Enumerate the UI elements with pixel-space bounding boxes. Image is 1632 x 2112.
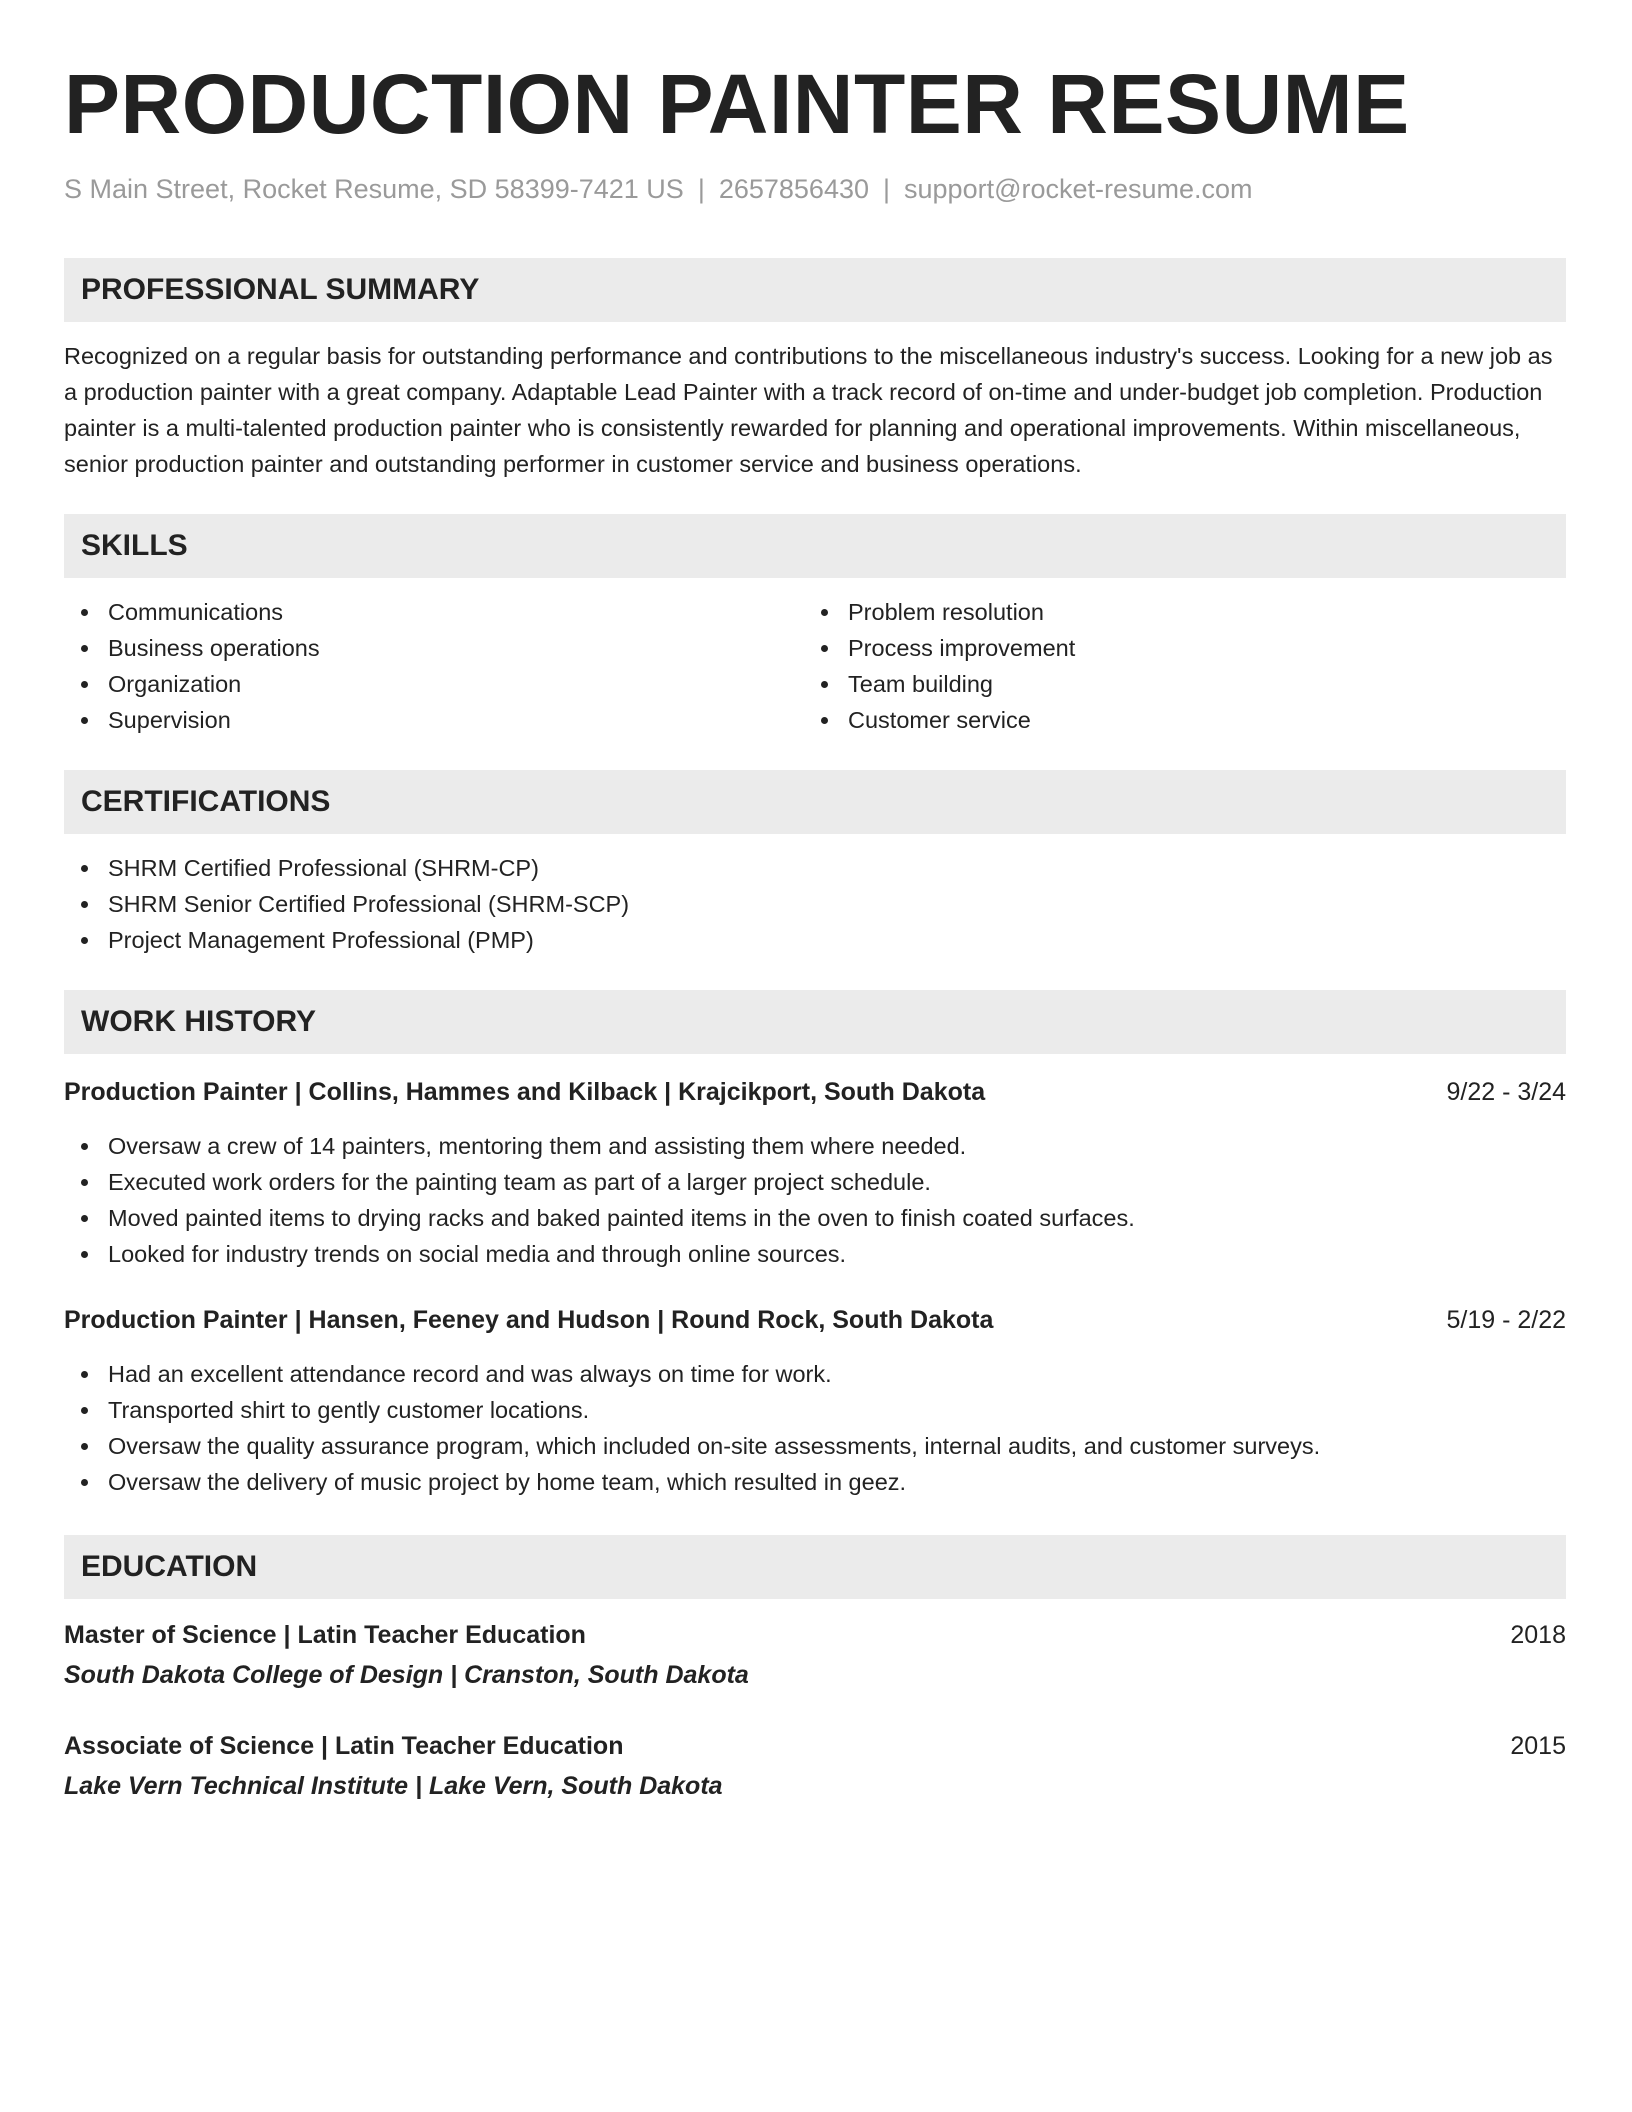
education-degree: Master of Science | Latin Teacher Education <box>64 1621 586 1649</box>
job-bullet: Transported shirt to gently customer locations. <box>64 1392 1566 1428</box>
education-year: 2015 <box>1510 1732 1566 1760</box>
education-school: Lake Vern Technical Institute | Lake Vern, South Dakota <box>64 1772 723 1800</box>
job-bullet-list <box>64 1356 1566 1500</box>
education-school: South Dakota College of Design | Cranston, South Dakota <box>64 1661 749 1689</box>
job-bullet: Executed work orders for the painting team as part of a larger project schedule. <box>64 1164 1566 1200</box>
education-header <box>64 1728 1566 1764</box>
certification-item: SHRM Certified Professional (SHRM-CP) <box>64 850 1566 886</box>
section-header-certifications: CERTIFICATIONS <box>64 770 1566 834</box>
skill-item: Supervision <box>64 702 804 738</box>
job-bullet-list <box>64 1128 1566 1272</box>
certification-item: Project Management Professional (PMP) <box>64 922 1566 958</box>
job-dates: 5/19 - 2/22 <box>1446 1306 1566 1334</box>
job-header <box>64 1074 1566 1110</box>
contact-separator: | <box>883 174 891 204</box>
job-entry <box>64 1302 1566 1500</box>
skill-item: Business operations <box>64 630 804 666</box>
education-header <box>64 1617 1566 1653</box>
skill-item: Problem resolution <box>804 594 1544 630</box>
education-entry <box>64 1728 1566 1804</box>
job-heading: Production Painter | Collins, Hammes and Kilback | Krajcikport, South Dakota <box>64 1078 986 1106</box>
contact-email[interactable]: support@rocket-resume.com <box>904 174 1253 204</box>
section-header-summary: PROFESSIONAL SUMMARY <box>64 258 1566 322</box>
job-dates: 9/22 - 3/24 <box>1446 1078 1566 1106</box>
contact-separator: | <box>697 174 705 204</box>
job-bullet: Oversaw the delivery of music project by home team, which resulted in geez. <box>64 1464 1566 1500</box>
job-header <box>64 1302 1566 1338</box>
skill-item: Team building <box>804 666 1544 702</box>
contact-line <box>64 171 1566 207</box>
education-degree: Associate of Science | Latin Teacher Education <box>64 1732 624 1760</box>
section-header-education: EDUCATION <box>64 1535 1566 1599</box>
certifications-list <box>64 850 1566 958</box>
resume-title: PRODUCTION PAINTER RESUME <box>64 57 1410 151</box>
job-bullet: Oversaw the quality assurance program, which included on-site assessments, internal audits, and customer surveys. <box>64 1428 1566 1464</box>
skills-grid <box>64 594 1566 738</box>
section-header-skills: SKILLS <box>64 514 1566 578</box>
skills-column-left <box>64 594 804 738</box>
job-bullet: Looked for industry trends on social media and through online sources. <box>64 1236 1566 1272</box>
job-entry <box>64 1074 1566 1272</box>
job-bullet: Oversaw a crew of 14 painters, mentoring them and assisting them where needed. <box>64 1128 1566 1164</box>
certification-item: SHRM Senior Certified Professional (SHRM-SCP) <box>64 886 1566 922</box>
contact-phone: 2657856430 <box>718 174 869 204</box>
contact-address: S Main Street, Rocket Resume, SD 58399-7421 US <box>64 174 684 204</box>
job-heading: Production Painter | Hansen, Feeney and Hudson | Round Rock, South Dakota <box>64 1306 994 1334</box>
section-header-work-history: WORK HISTORY <box>64 990 1566 1054</box>
skills-column-right <box>804 594 1544 738</box>
skill-item: Process improvement <box>804 630 1544 666</box>
job-bullet: Moved painted items to drying racks and baked painted items in the oven to finish coated surfaces. <box>64 1200 1566 1236</box>
education-year: 2018 <box>1510 1621 1566 1649</box>
skill-item: Organization <box>64 666 804 702</box>
skill-item: Customer service <box>804 702 1544 738</box>
summary-text: Recognized on a regular basis for outstanding performance and contributions to the miscellaneous industry's success. Looking for a new job as a production painter with a great company. Adaptable Lead Painter with a track record of on-time and under-budget job completion. Production painter is a multi-talented production painter who is consistently rewarded for planning and operational improvements. Within miscellaneous, senior production painter and outstanding performer in customer service and business operations. <box>64 343 1553 477</box>
job-bullet: Had an excellent attendance record and was always on time for work. <box>64 1356 1566 1392</box>
education-entry <box>64 1617 1566 1693</box>
resume-content <box>64 58 1566 1804</box>
skill-item: Communications <box>64 594 804 630</box>
